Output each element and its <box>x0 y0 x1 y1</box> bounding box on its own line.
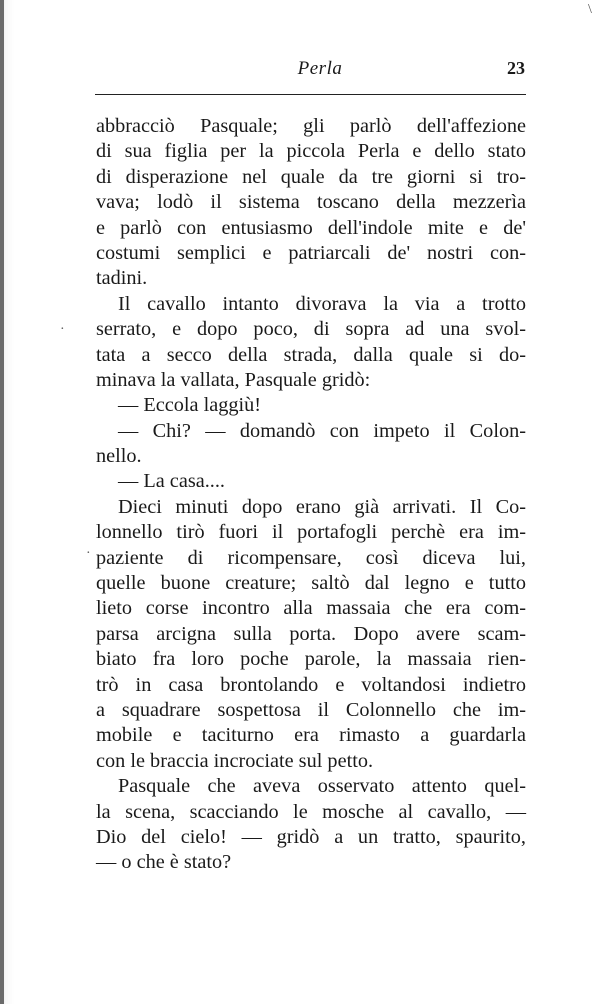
text-line: tata a secco della strada, dalla quale si do- <box>96 343 526 366</box>
text-line: e parlò con entusiasmo dell'indole mite e de' <box>96 216 526 239</box>
text-line: mobile e taciturno era rimasto a guardarla <box>96 724 526 747</box>
text-line: serrato, e dopo poco, di sopra ad una svol- <box>96 318 526 341</box>
text-line: trò in casa brontolando e voltandosi indietro <box>96 673 526 696</box>
text-line: Dio del cielo! — gridò a un tratto, spaurito, <box>96 825 526 848</box>
text-line: a squadrare sospettosa il Colonnello che im- <box>96 698 526 721</box>
header-rule <box>95 94 526 95</box>
text-line: la scena, scacciando le mosche al cavallo, — <box>96 800 526 823</box>
text-line: — La casa.... <box>118 470 225 493</box>
text-line: Pasquale che aveva osservato attento quel- <box>118 775 526 798</box>
text-line: abbracciò Pasquale; gli parlò dell'affezione <box>96 115 526 137</box>
text-line: nello. <box>96 445 142 468</box>
page-header <box>95 58 525 88</box>
text-line: paziente di ricompensare, così diceva lui, <box>96 546 526 569</box>
text-line: quelle buone creature; saltò dal legno e tutto <box>96 572 526 595</box>
text-line: tadini. <box>96 267 148 290</box>
text-line: vava; lodò il sistema toscano della mezzerìa <box>96 191 526 214</box>
text-line: biato fra loro poche parole, la massaia rien- <box>96 648 526 671</box>
text-line: costumi semplici e patriarcali de' nostri con- <box>96 241 526 264</box>
corner-scan-mark: \ <box>588 2 592 17</box>
text-line: Il cavallo intanto divorava la via a trotto <box>118 292 526 315</box>
text-line: lieto corse incontro alla massaia che era com- <box>96 597 526 620</box>
text-line: lonnello tirò fuori il portafogli perchè era im- <box>96 521 526 544</box>
text-line: con le braccia incrociate sul petto. <box>96 749 374 772</box>
page-spine-edge <box>0 0 4 1004</box>
running-title: Perla <box>297 58 343 79</box>
text-line: Dieci minuti dopo erano già arrivati. Il Co- <box>118 495 526 518</box>
text-line: — Chi? — domandò con impeto il Colon- <box>118 419 526 442</box>
margin-dot-mark: · <box>60 322 65 337</box>
text-line: di sua figlia per la piccola Perla e dello stato <box>96 140 526 163</box>
text-line: parsa arcigna sulla porta. Dopo avere scam- <box>96 622 526 645</box>
body-text <box>96 114 526 876</box>
text-line: — Eccola laggiù! <box>118 394 262 417</box>
text-line: di disperazione nel quale da tre giorni si tro- <box>96 165 526 188</box>
margin-dot-mark: · <box>86 546 91 561</box>
text-line: — o che è stato? <box>96 851 232 874</box>
page-number: 23 <box>507 58 525 78</box>
text-line: minava la vallata, Pasquale gridò: <box>96 368 371 391</box>
